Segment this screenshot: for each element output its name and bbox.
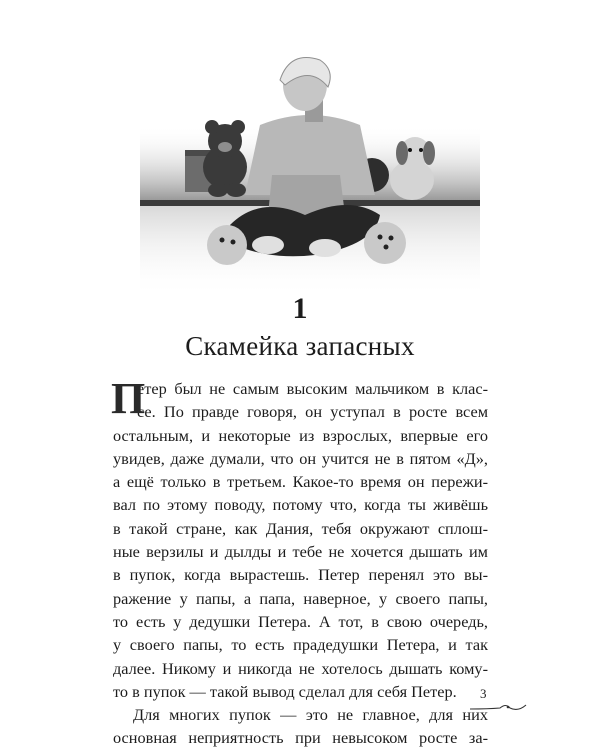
text-line: увидев, даже думали, что он учится не в пятом «Д», <box>113 448 488 468</box>
text-line: ражение у папы, а папа, наверное, у своего папы, <box>113 588 488 608</box>
text-line: Для многих пупок — это не главное, для них <box>133 705 488 725</box>
text-line: етер был не самым высоким мальчиком в клас- <box>137 379 488 398</box>
text-line: у своего папы, то есть прадедушки Петера, и так <box>113 635 488 655</box>
chapter-body-text <box>111 374 488 750</box>
text-line: далее. Никому и никогда не хотелось дышать кому- <box>113 658 488 678</box>
page-number: 3 <box>480 686 487 701</box>
text-line: то в пупок — такой вывод сделал для себя Петер. <box>113 681 457 701</box>
text-line: то есть у дедушки Петера. А тот, в свою очередь, <box>113 611 488 631</box>
chapter-illustration <box>140 55 480 300</box>
text-line: в такой стране, как Дания, тебя окружают сплош- <box>113 518 488 538</box>
text-line: ные верзилы и дылды и тебе не хочется дышать им <box>113 542 488 562</box>
chapter-number: 1 <box>292 292 308 325</box>
text-line: основная неприятность при невысоком росте за- <box>113 728 488 748</box>
text-line: остальным, и некоторые из взрослых, впервые его <box>113 425 488 445</box>
text-line: се. По правде говоря, он уступал в росте всем <box>137 402 488 422</box>
chapter-title: Скамейка запасных <box>185 331 415 361</box>
page-ornament-icon <box>468 700 528 714</box>
text-line: вал по этому поводу, потому что, когда ты живёшь <box>113 495 488 515</box>
drop-cap-letter: П <box>111 374 146 423</box>
text-line: в пупок, когда вырастешь. Петер перенял это вы- <box>113 565 488 585</box>
text-line: а ещё только в третьем. Какое-то время он пережи- <box>113 472 488 492</box>
